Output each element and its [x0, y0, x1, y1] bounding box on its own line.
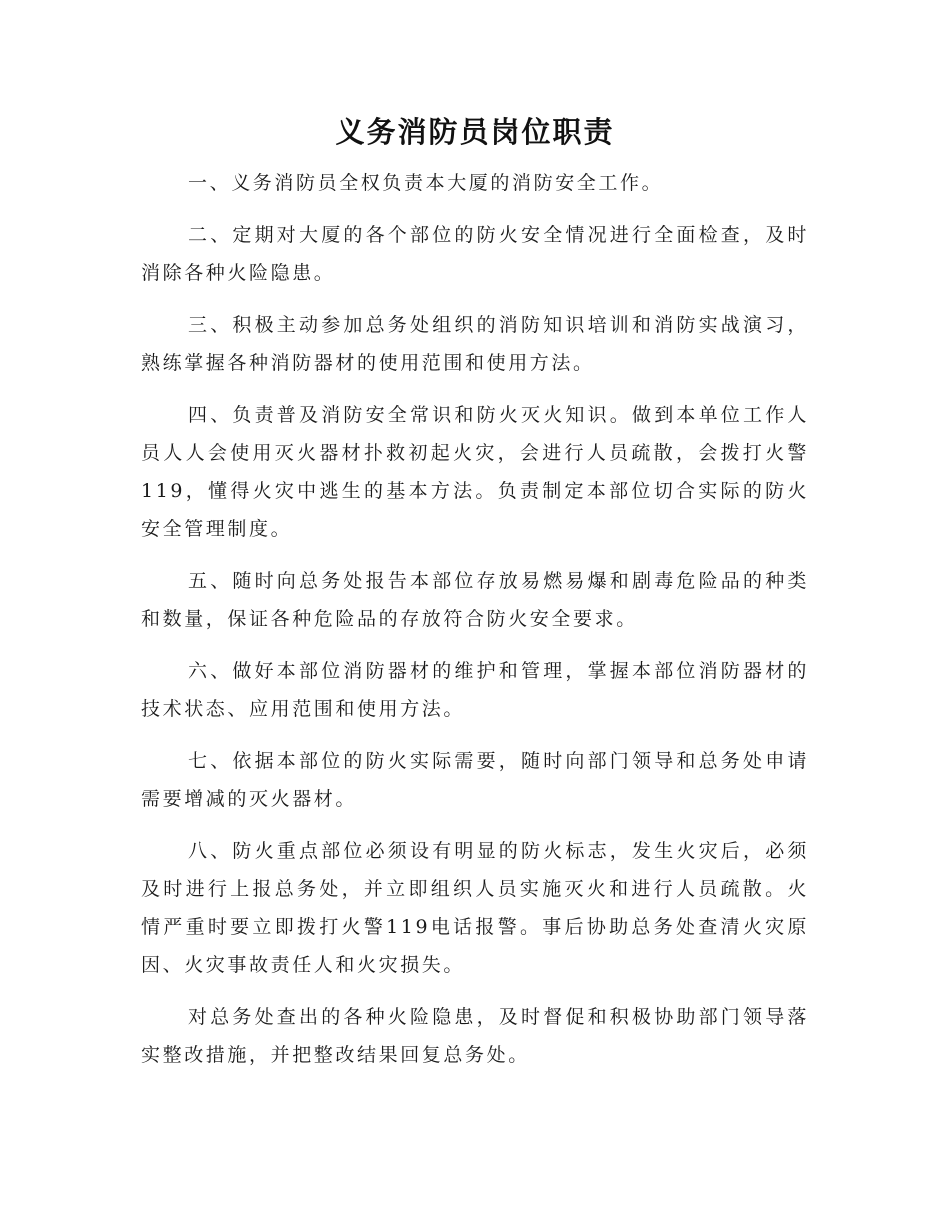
document-title: 义务消防员岗位职责: [335, 115, 615, 149]
paragraph-9: 对总务处查出的各种火险隐患，及时督促和积极协助部门领导落实整改措施，并把整改结果回复总务处。: [141, 1006, 809, 1066]
paragraph-1: 一、义务消防员全权负责本大厦的消防安全工作。: [188, 172, 664, 194]
paragraph-3: 三、积极主动参加总务处组织的消防知识培训和消防实战演习，熟练掌握各种消防器材的使用范围和使用方法。: [141, 314, 809, 374]
paragraph-6: 六、做好本部位消防器材的维护和管理，掌握本部位消防器材的技术状态、应用范围和使用方法。: [141, 660, 809, 720]
paragraph-4: 四、负责普及消防安全常识和防火灭火知识。做到本单位工作人员人人会使用灭火器材扑救初起火灾，会进行人员疏散，会拨打火警119，懂得火灾中逃生的基本方法。负责制定本部位切合实际的防火安全管理制度。: [141, 404, 809, 540]
paragraph-2: 二、定期对大厦的各个部位的防火安全情况进行全面检查，及时消除各种火险隐患。: [141, 224, 809, 284]
document-body: [141, 164, 809, 1088]
paragraph-5: 五、随时向总务处报告本部位存放易燃易爆和剧毒危险品的种类和数量，保证各种危险品的存放符合防火安全要求。: [141, 570, 809, 630]
paragraph-7: 七、依据本部位的防火实际需要，随时向部门领导和总务处申请需要增减的灭火器材。: [141, 750, 809, 810]
paragraph-8: 八、防火重点部位必须设有明显的防火标志，发生火灾后，必须及时进行上报总务处，并立即组织人员实施灭火和进行人员疏散。火情严重时要立即拨打火警119电话报警。事后协助总务处查清火灾原因、火灾事故责任人和火灾损失。: [141, 840, 809, 976]
